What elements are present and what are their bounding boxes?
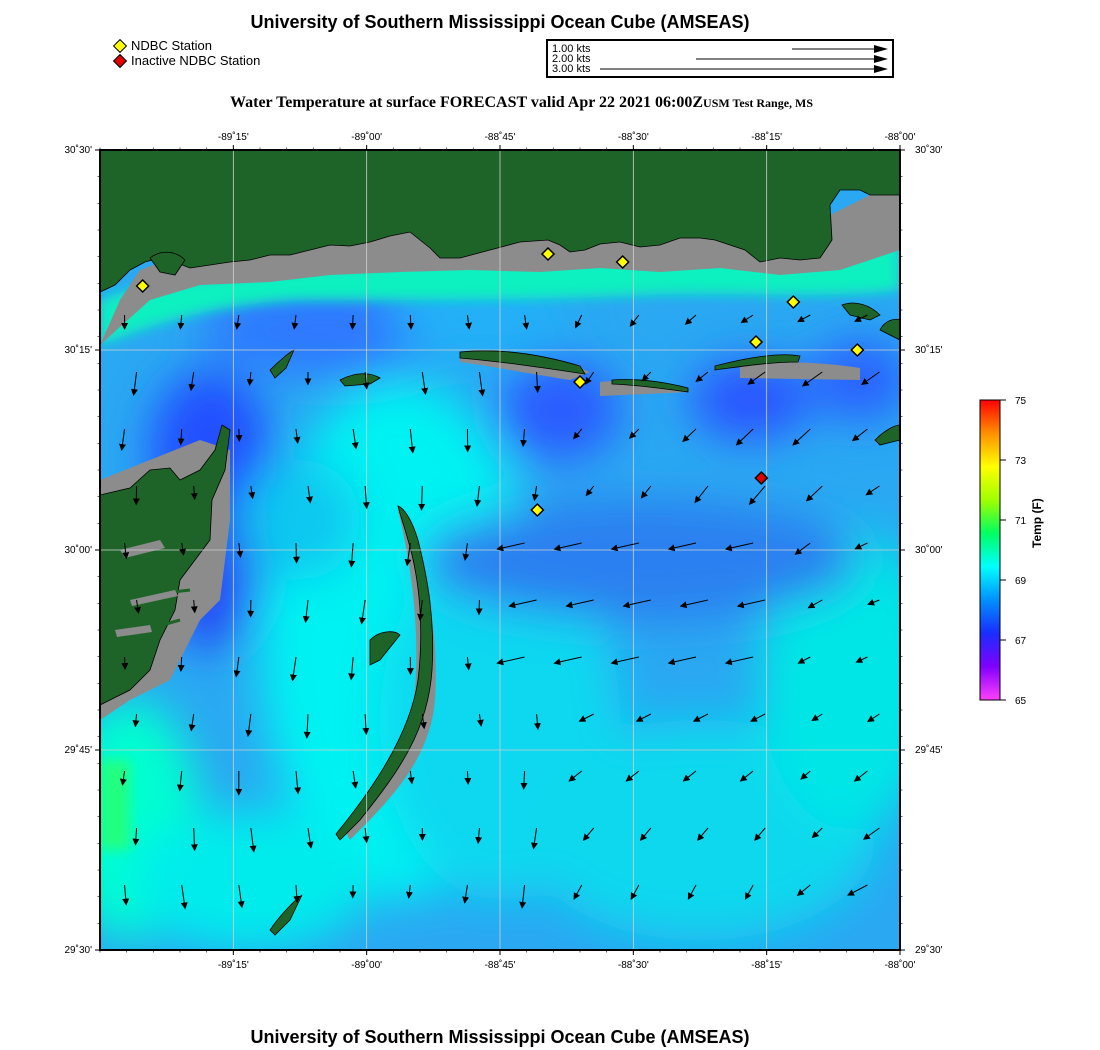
colorbar-tick-label: 75 bbox=[1015, 396, 1027, 407]
colorbar-ticks bbox=[1000, 396, 1027, 707]
bottom-longitude-label: -88˚45' bbox=[484, 960, 516, 971]
colorbar-tick-label: 71 bbox=[1015, 516, 1027, 527]
colorbar-label: Temp (F) bbox=[1030, 498, 1044, 548]
legend-active-label: NDBC Station bbox=[131, 38, 212, 53]
region-label: USM Test Range, MS bbox=[703, 96, 814, 110]
legend-inactive-label: Inactive NDBC Station bbox=[131, 53, 261, 68]
colorbar-gradient bbox=[980, 400, 1000, 700]
right-latitude-label: 30˚00' bbox=[915, 545, 943, 556]
current-arrow bbox=[352, 315, 353, 329]
right-latitude-label: 30˚15' bbox=[915, 345, 943, 356]
footer-title: University of Southern Mississippi Ocean Cube (AMSEAS) bbox=[250, 1027, 750, 1047]
map-plot-area bbox=[60, 150, 940, 950]
right-latitude-label: 29˚45' bbox=[915, 745, 943, 756]
top-longitude-label: -88˚15' bbox=[751, 132, 783, 143]
left-latitude-label: 30˚30' bbox=[64, 145, 92, 156]
left-latitude-label: 30˚15' bbox=[64, 345, 92, 356]
colorbar-tick-label: 65 bbox=[1015, 696, 1027, 707]
colorbar-tick-label: 67 bbox=[1015, 636, 1027, 647]
right-latitude-label: 30˚30' bbox=[915, 145, 943, 156]
colorbar-tick-label: 73 bbox=[1015, 456, 1027, 467]
right-latitude-label: 29˚30' bbox=[915, 945, 943, 956]
bottom-longitude-label: -89˚00' bbox=[351, 960, 383, 971]
vector-label-3: 3.00 kts bbox=[552, 63, 591, 75]
top-longitude-label: -89˚15' bbox=[217, 132, 249, 143]
bottom-longitude-label: -89˚15' bbox=[217, 960, 249, 971]
current-arrow bbox=[467, 771, 468, 784]
left-latitude-label: 29˚45' bbox=[64, 745, 92, 756]
temperature-colorbar bbox=[980, 396, 1027, 707]
bottom-longitude-label: -88˚15' bbox=[751, 960, 783, 971]
current-arrow bbox=[296, 543, 297, 563]
subtitle-text: Water Temperature at surface FORECAST valid Apr 22 2021 06:00Z bbox=[230, 94, 704, 111]
page-title: University of Southern Mississippi Ocean Cube (AMSEAS) bbox=[250, 12, 750, 32]
bottom-longitude-label: -88˚00' bbox=[884, 960, 916, 971]
top-longitude-label: -88˚45' bbox=[484, 132, 516, 143]
current-arrow bbox=[125, 657, 126, 669]
top-longitude-label: -88˚30' bbox=[617, 132, 649, 143]
top-longitude-label: -89˚00' bbox=[351, 132, 383, 143]
top-longitude-label: -88˚00' bbox=[884, 132, 916, 143]
vector-label-2: 2.00 kts bbox=[552, 53, 591, 65]
left-latitude-label: 29˚30' bbox=[64, 945, 92, 956]
vector-label-1: 1.00 kts bbox=[552, 43, 591, 55]
left-latitude-label: 30˚00' bbox=[64, 545, 92, 556]
bottom-longitude-label: -88˚30' bbox=[617, 960, 649, 971]
colorbar-tick-label: 69 bbox=[1015, 576, 1027, 587]
